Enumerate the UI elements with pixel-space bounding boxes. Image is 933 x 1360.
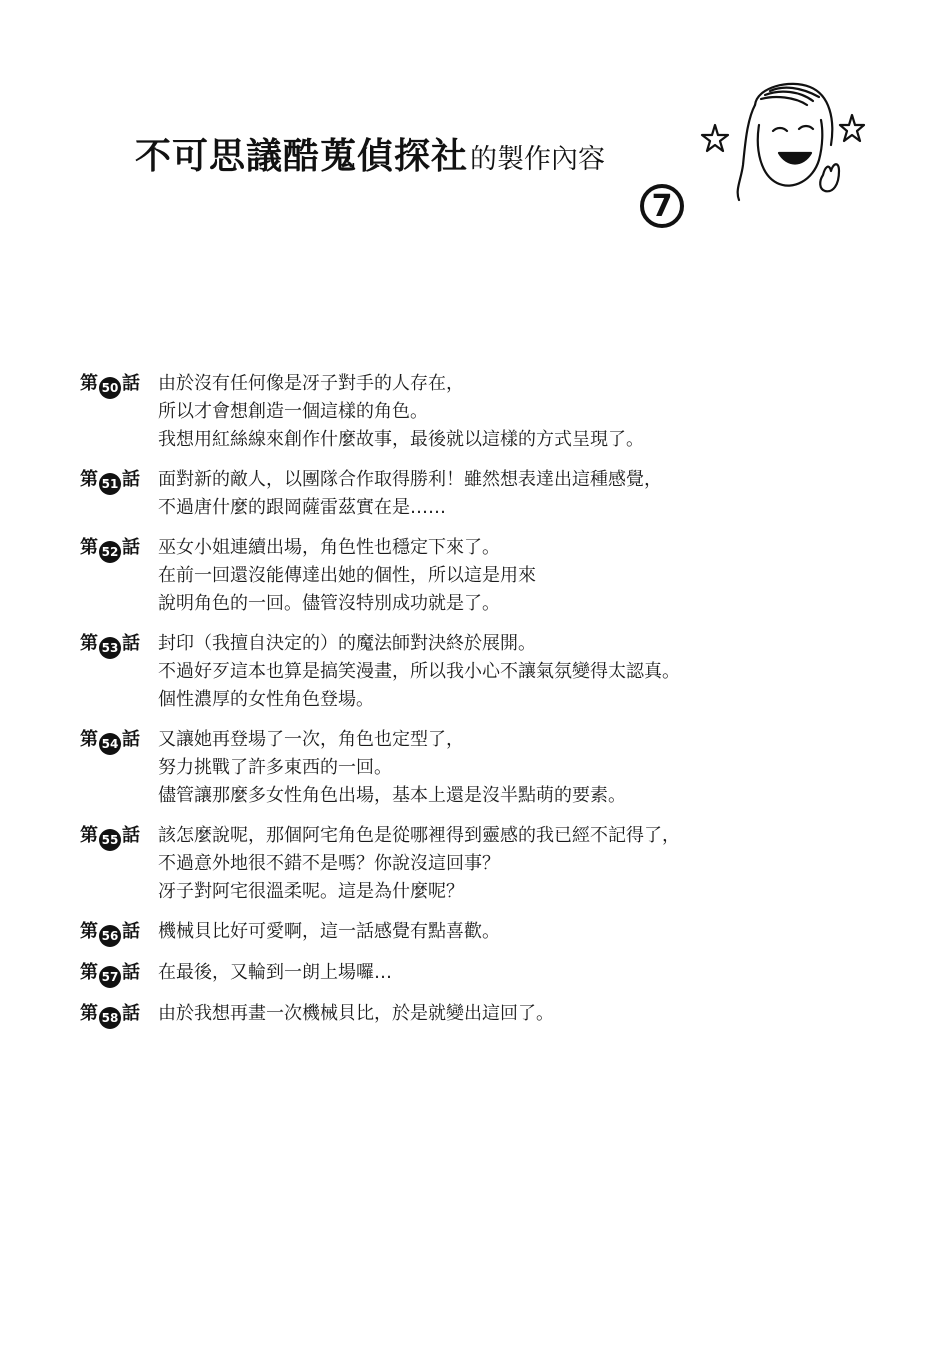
- episode-prefix: 第: [80, 921, 98, 942]
- episode-entry: [80, 534, 880, 618]
- episode-text-line: 不過好歹這本也算是搞笑漫畫，所以我小心不讓氣氛變得太認真。: [158, 661, 680, 682]
- title-sub: 的製作內容: [470, 144, 606, 175]
- episode-prefix: 第: [80, 962, 98, 983]
- title-main: 不可思議酷蒐偵探社: [135, 135, 469, 177]
- episode-suffix: 話: [122, 469, 140, 490]
- episode-suffix: 話: [122, 633, 140, 654]
- episode-text: [158, 370, 880, 454]
- episode-prefix: 第: [80, 729, 98, 750]
- episode-text: [158, 466, 880, 522]
- episode-suffix: 話: [122, 537, 140, 558]
- episode-label: [80, 630, 158, 659]
- episode-number: 51: [99, 473, 121, 495]
- episode-entry: [80, 466, 880, 522]
- episode-list: [80, 370, 880, 1041]
- episode-text-line: 冴子對阿宅很溫柔呢。這是為什麼呢？: [158, 881, 464, 902]
- episode-number: 57: [99, 966, 121, 988]
- episode-text: [158, 822, 880, 906]
- episode-text-line: 說明角色的一回。儘管沒特別成功就是了。: [158, 593, 500, 614]
- episode-number: 55: [99, 829, 121, 851]
- episode-suffix: 話: [122, 373, 140, 394]
- episode-text-line: 努力挑戰了許多東西的一回。: [158, 757, 392, 778]
- episode-number: 58: [99, 1007, 121, 1029]
- episode-label: [80, 822, 158, 851]
- episode-text: [158, 918, 880, 946]
- episode-number: 52: [99, 541, 121, 563]
- episode-number: 50: [99, 377, 121, 399]
- episode-prefix: 第: [80, 633, 98, 654]
- episode-entry: [80, 959, 880, 988]
- episode-text: [158, 534, 880, 618]
- episode-label: [80, 370, 158, 399]
- episode-suffix: 話: [122, 1003, 140, 1024]
- episode-text-line: 由於我想再畫一次機械貝比，於是就變出這回了。: [158, 1003, 554, 1024]
- episode-label: [80, 959, 158, 988]
- episode-prefix: 第: [80, 825, 98, 846]
- episode-text-line: 所以才會想創造一個這樣的角色。: [158, 401, 428, 422]
- episode-suffix: 話: [122, 825, 140, 846]
- episode-text-line: 機械貝比好可愛啊，這一話感覺有點喜歡。: [158, 921, 500, 942]
- page-title: [135, 128, 695, 178]
- episode-prefix: 第: [80, 1003, 98, 1024]
- episode-text-line: 封印（我擅自決定的）的魔法師對決終於展開。: [158, 633, 536, 654]
- episode-number: 56: [99, 925, 121, 947]
- episode-prefix: 第: [80, 537, 98, 558]
- episode-suffix: 話: [122, 921, 140, 942]
- episode-text-line: 又讓她再登場了一次，角色也定型了，: [158, 729, 464, 750]
- episode-entry: [80, 1000, 880, 1029]
- episode-text-line: 不過意外地很不錯不是嗎？你說沒這回事？: [158, 853, 500, 874]
- episode-entry: [80, 822, 880, 906]
- episode-prefix: 第: [80, 469, 98, 490]
- episode-text-line: 該怎麼說呢，那個阿宅角色是從哪裡得到靈感的我已經不記得了，: [158, 825, 680, 846]
- episode-number: 54: [99, 733, 121, 755]
- episode-label: [80, 918, 158, 947]
- episode-text-line: 巫女小姐連續出場，角色性也穩定下來了。: [158, 537, 500, 558]
- episode-text-line: 儘管讓那麼多女性角色出場，基本上還是沒半點萌的要素。: [158, 785, 626, 806]
- episode-text-line: 由於沒有任何像是冴子對手的人存在，: [158, 373, 464, 394]
- episode-text-line: 不過唐什麼的跟岡薩雷茲實在是……: [158, 497, 446, 518]
- episode-label: [80, 466, 158, 495]
- episode-text-line: 在最後，又輪到一朗上場囉…: [158, 962, 392, 983]
- author-doodle-icon: [695, 75, 870, 225]
- episode-text: [158, 726, 880, 810]
- episode-text-line: 面對新的敵人，以團隊合作取得勝利！雖然想表達出這種感覺，: [158, 469, 662, 490]
- episode-text-line: 個性濃厚的女性角色登場。: [158, 689, 374, 710]
- episode-text-line: 我想用紅絲線來創作什麼故事，最後就以這樣的方式呈現了。: [158, 429, 644, 450]
- episode-entry: [80, 918, 880, 947]
- episode-entry: [80, 370, 880, 454]
- episode-entry: [80, 630, 880, 714]
- episode-label: [80, 534, 158, 563]
- episode-prefix: 第: [80, 373, 98, 394]
- episode-suffix: 話: [122, 729, 140, 750]
- episode-text: [158, 959, 880, 987]
- episode-entry: [80, 726, 880, 810]
- episode-label: [80, 726, 158, 755]
- episode-text-line: 在前一回還沒能傳達出她的個性，所以這是用來: [158, 565, 536, 586]
- volume-number: 7: [640, 184, 684, 228]
- episode-text: [158, 1000, 880, 1028]
- episode-suffix: 話: [122, 962, 140, 983]
- episode-label: [80, 1000, 158, 1029]
- episode-text: [158, 630, 880, 714]
- episode-number: 53: [99, 637, 121, 659]
